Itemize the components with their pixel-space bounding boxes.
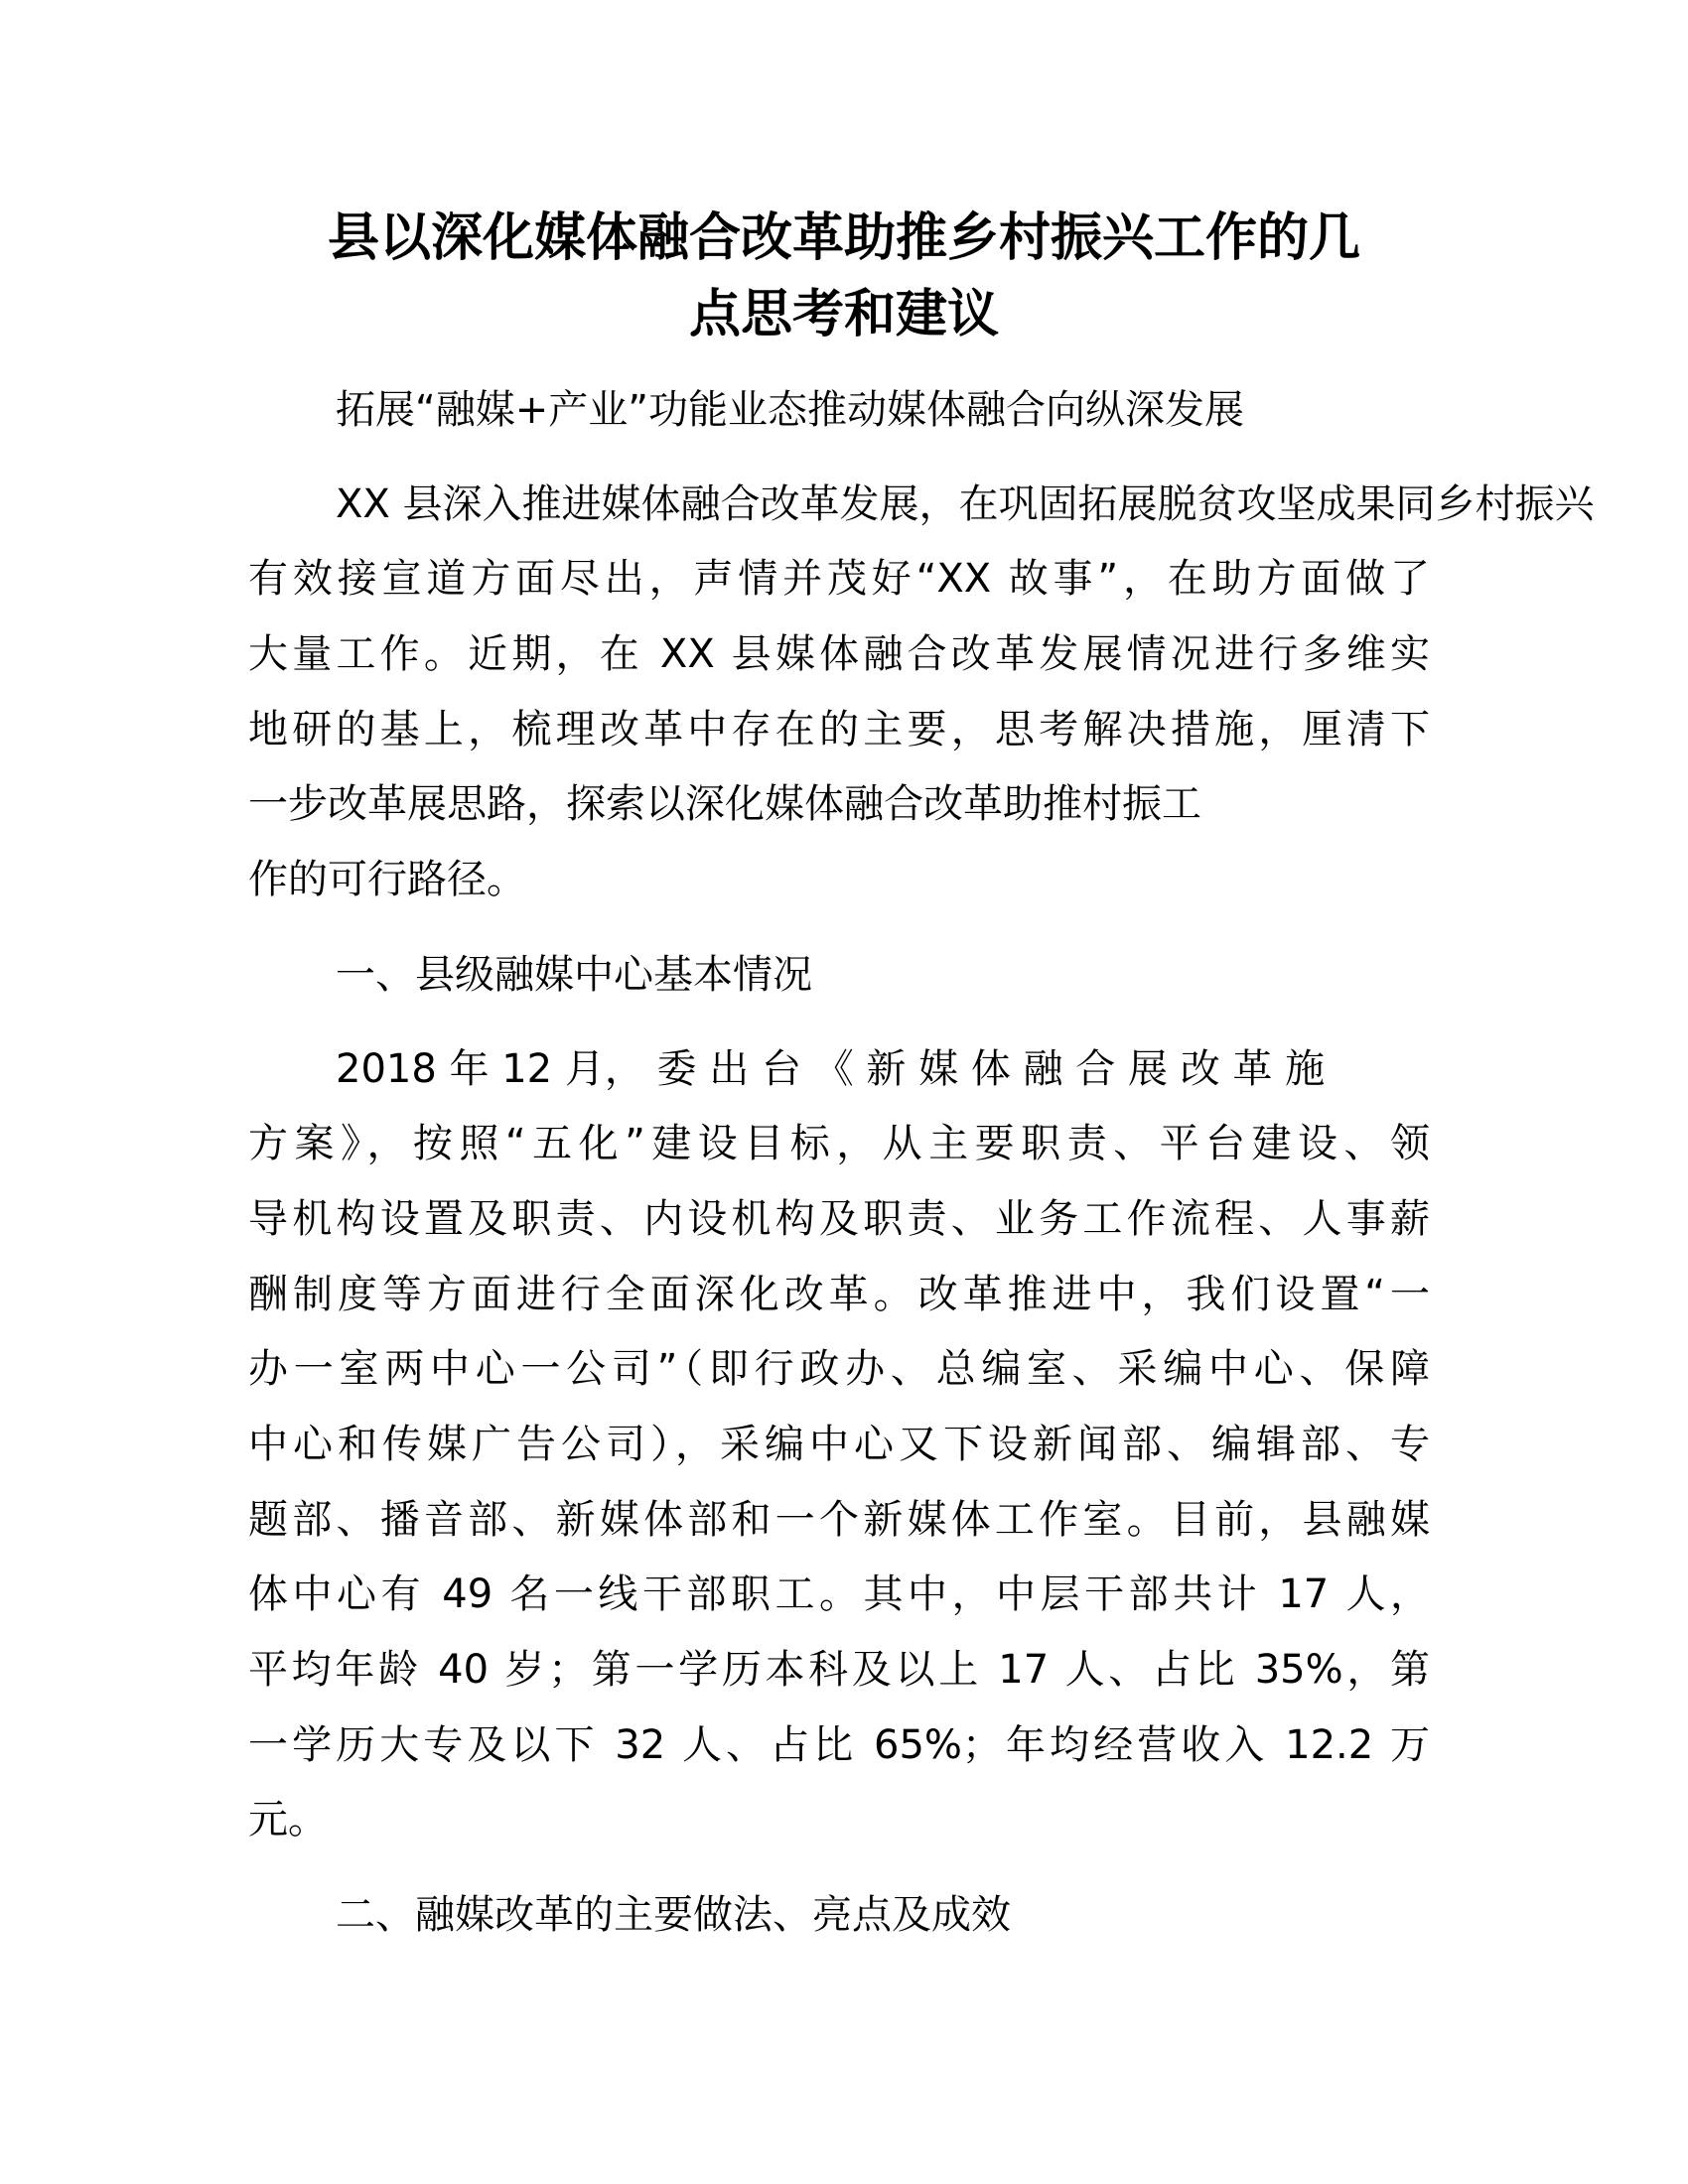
section-1-line-11: 元。 xyxy=(248,1797,328,1843)
intro-line-4: 地研的基上，梳理改革中存在的主要，思考解决措施，厘清下 xyxy=(248,707,1430,752)
section-1-line-2: 方案》，按照“五化”建设目标，从主要职责、平台建设、领 xyxy=(248,1121,1430,1166)
section-2-heading: 二、融媒改革的主要做法、亮点及成效 xyxy=(336,1892,1011,1938)
section-1-line-1: 2018 年 12 月， 委 出 台 《 新 媒 体 融 合 展 改 革 施 xyxy=(336,1046,1326,1092)
document-title-line-2: 点思考和建议 xyxy=(688,285,999,344)
intro-line-1: XX 县深入推进媒体融合改革发展，在巩固拓展脱贫攻坚成果同乡村振兴 xyxy=(336,481,1595,527)
intro-line-5: 一步改革展思路，探索以深化媒体融合改革助推村振工 xyxy=(248,781,1201,827)
section-1-line-10: 一学历大专及以下 32 人、占比 65%；年均经营收入 12.2 万 xyxy=(248,1722,1430,1768)
section-1-line-5: 办一室两中心一公司”（即行政办、总编室、采编中心、保障 xyxy=(248,1346,1430,1392)
section-1-line-8: 体中心有 49 名一线干部职工。其中，中层干部共计 17 人， xyxy=(248,1571,1430,1617)
intro-line-3: 大量工作。近期，在 XX 县媒体融合改革发展情况进行多维实 xyxy=(248,631,1430,677)
subtitle: 拓展“融媒+产业”功能业态推动媒体融合向纵深发展 xyxy=(336,387,1244,433)
section-1-line-6: 中心和传媒广告公司），采编中心又下设新闻部、编辑部、专 xyxy=(248,1422,1430,1467)
section-1-line-9: 平均年龄 40 岁；第一学历本科及以上 17 人、占比 35%，第 xyxy=(248,1647,1430,1693)
section-1-line-4: 酬制度等方面进行全面深化改革。改革推进中，我们设置“一 xyxy=(248,1272,1430,1317)
section-1-heading: 一、县级融媒中心基本情况 xyxy=(336,952,812,998)
section-1-line-7: 题部、播音部、新媒体部和一个新媒体工作室。目前，县融媒 xyxy=(248,1497,1430,1543)
intro-line-6: 作的可行路径。 xyxy=(248,857,526,902)
document-title-line-1: 县以深化媒体融合改革助推乡村振兴工作的几 xyxy=(327,208,1360,268)
section-1-line-3: 导机构设置及职责、内设机构及职责、业务工作流程、人事薪 xyxy=(248,1196,1430,1242)
intro-line-2: 有效接宣道方面尽出，声情并茂好“XX 故事”，在助方面做了 xyxy=(248,556,1430,602)
